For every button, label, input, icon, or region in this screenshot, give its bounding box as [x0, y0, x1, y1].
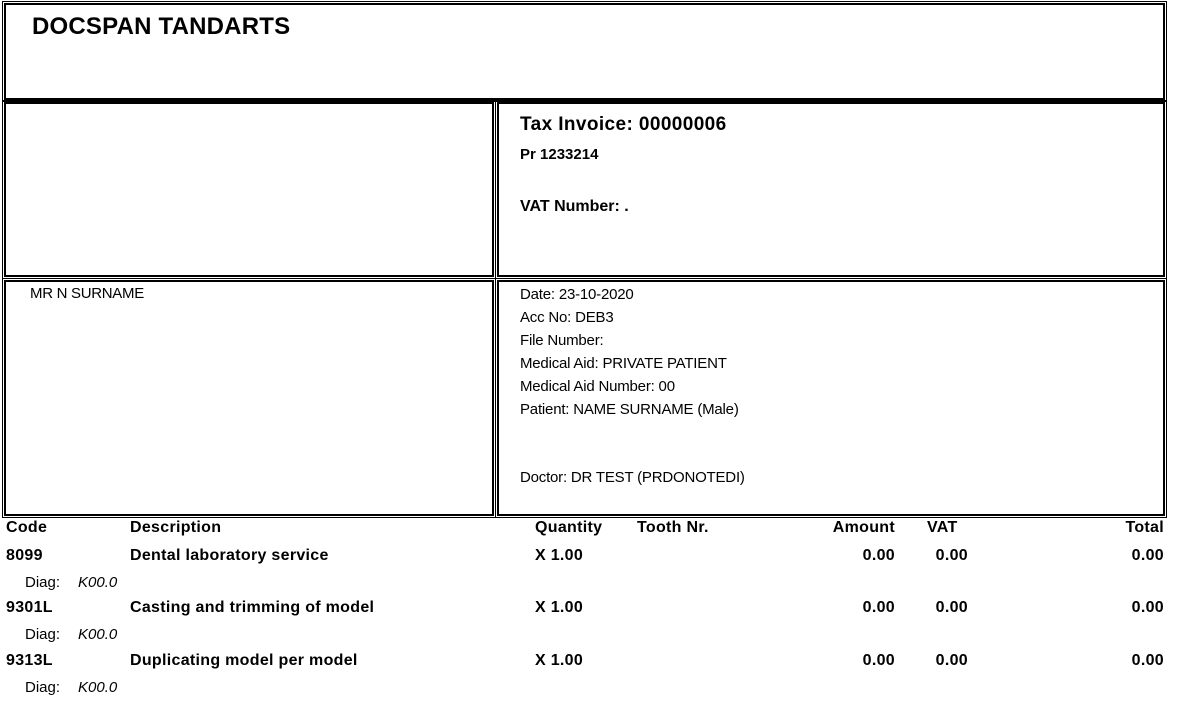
doctor-name: Doctor: DR TEST (PRDONOTEDI): [520, 469, 745, 486]
row-code: 8099: [6, 547, 43, 564]
medical-aid-number: Medical Aid Number: 00: [520, 378, 675, 395]
invoice-date: Date: 23-10-2020: [520, 286, 634, 303]
header-quantity: Quantity: [535, 519, 603, 536]
header-tooth: Tooth Nr.: [637, 519, 709, 536]
blank-address-box: [4, 102, 494, 277]
diag-label: Diag:: [25, 679, 61, 696]
diag-label: Diag:: [25, 574, 61, 591]
row-description: Casting and trimming of model: [130, 599, 375, 616]
account-number: Acc No: DEB3: [520, 309, 614, 326]
row-amount: 0.00: [862, 547, 895, 564]
row-total: 0.00: [1131, 652, 1164, 669]
header-code: Code: [6, 519, 48, 536]
medical-aid: Medical Aid: PRIVATE PATIENT: [520, 355, 727, 372]
row-total: 0.00: [1131, 599, 1164, 616]
practice-name: DOCSPAN TANDARTS: [32, 13, 291, 40]
addressee-name: MR N SURNAME: [30, 285, 144, 302]
row-quantity: X 1.00: [535, 652, 584, 669]
practice-number: Pr 1233214: [520, 146, 599, 163]
row-vat: 0.00: [935, 652, 968, 669]
row-amount: 0.00: [862, 599, 895, 616]
header-description: Description: [130, 519, 222, 536]
header-vat: VAT: [927, 519, 958, 536]
row-vat: 0.00: [935, 547, 968, 564]
header-amount: Amount: [832, 519, 895, 536]
practice-header-box: [4, 3, 1165, 100]
row-total: 0.00: [1131, 547, 1164, 564]
row-quantity: X 1.00: [535, 547, 584, 564]
row-vat: 0.00: [935, 599, 968, 616]
row-amount: 0.00: [862, 652, 895, 669]
row-code: 9301L: [6, 599, 53, 616]
row-code: 9313L: [6, 652, 53, 669]
diag-code: K00.0: [78, 574, 118, 591]
addressee-box: [4, 280, 494, 516]
header-total: Total: [1125, 519, 1164, 536]
diag-label: Diag:: [25, 626, 61, 643]
invoice-header-box: [497, 102, 1165, 277]
diag-code: K00.0: [78, 679, 118, 696]
vat-number: VAT Number: .: [520, 198, 629, 215]
invoice-details-box: [497, 280, 1165, 516]
diag-code: K00.0: [78, 626, 118, 643]
row-description: Duplicating model per model: [130, 652, 358, 669]
patient-name: Patient: NAME SURNAME (Male): [520, 401, 739, 418]
row-description: Dental laboratory service: [130, 547, 329, 564]
invoice-title: Tax Invoice: 00000006: [520, 114, 727, 135]
file-number: File Number:: [520, 332, 604, 349]
row-quantity: X 1.00: [535, 599, 584, 616]
